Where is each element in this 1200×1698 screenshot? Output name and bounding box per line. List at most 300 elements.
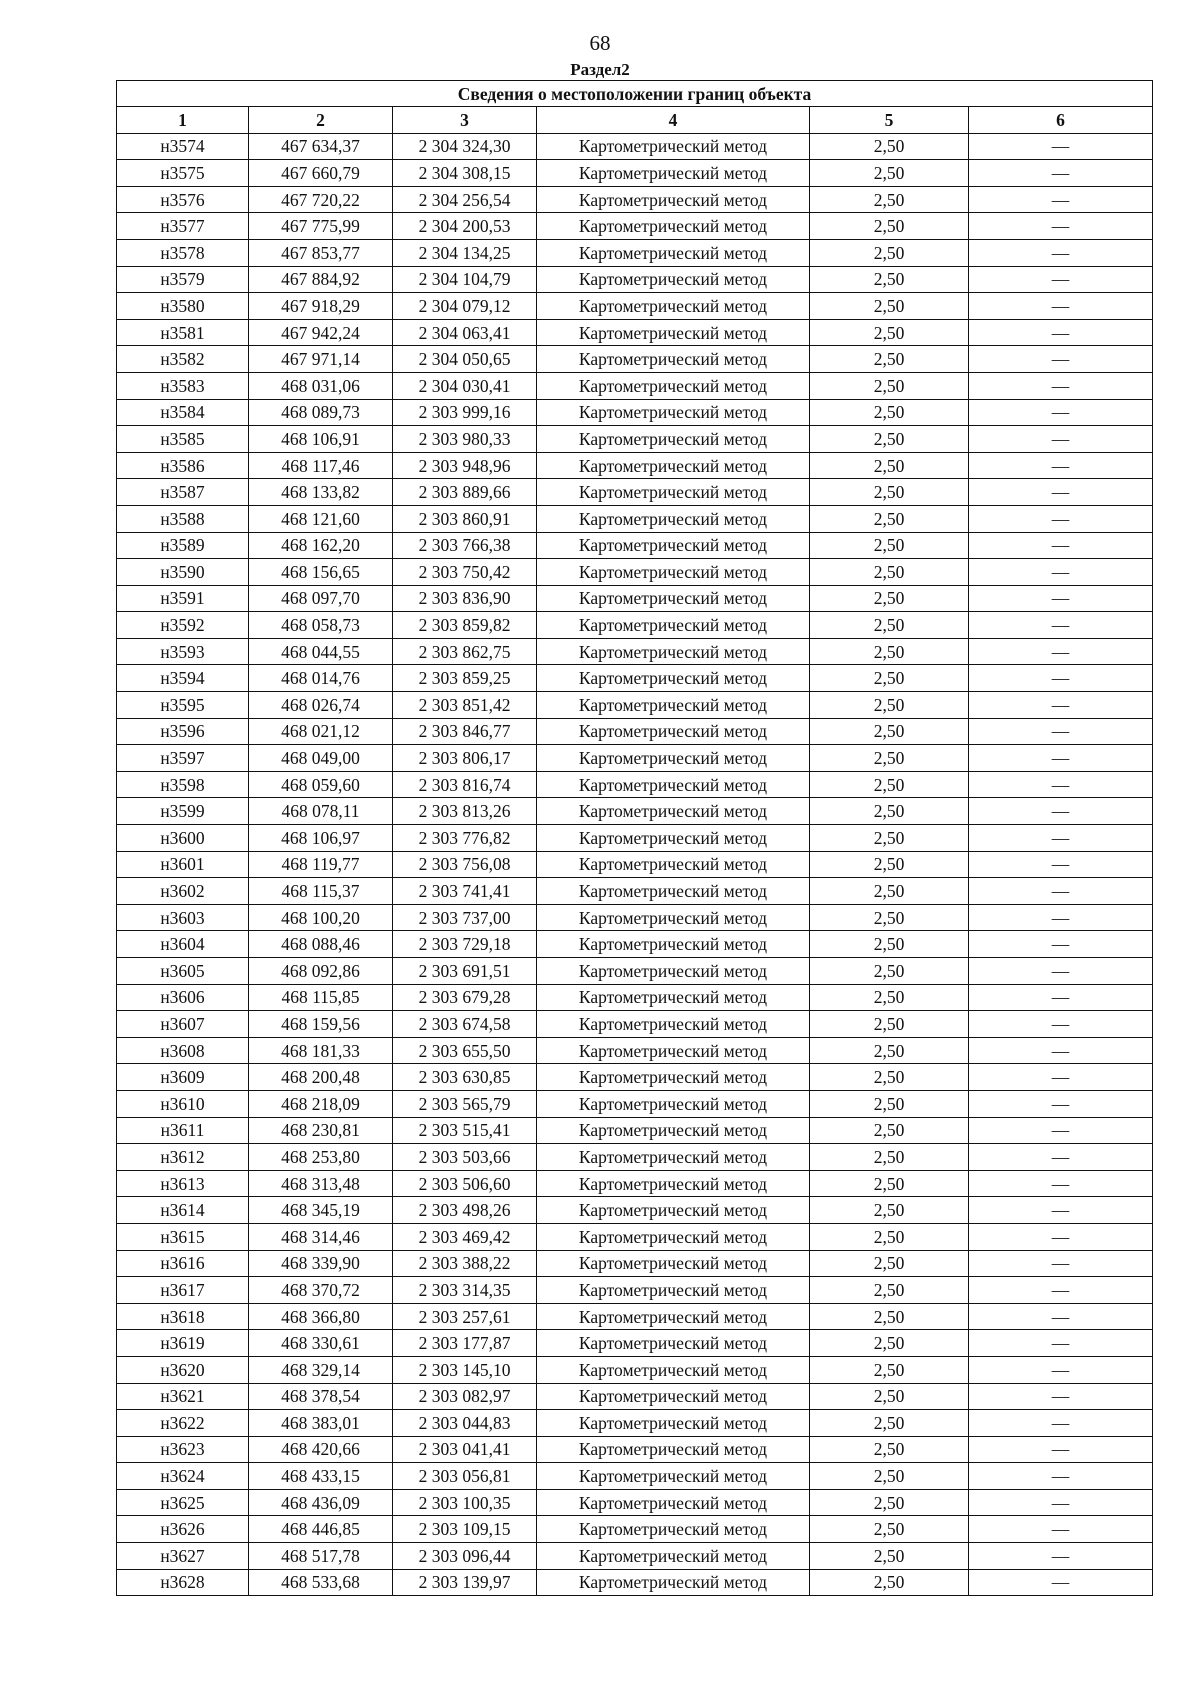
dash-mark: —: [1051, 801, 1070, 822]
description-cell: [969, 825, 1153, 852]
table-row: [117, 1144, 1153, 1171]
dash-mark: —: [1051, 1359, 1070, 1380]
accuracy-cell: 2,50: [810, 1543, 969, 1570]
table-row: [117, 612, 1153, 639]
dash-mark: —: [1051, 960, 1070, 981]
description-cell: [969, 239, 1153, 266]
point-name-cell: н3574: [117, 133, 249, 160]
accuracy-cell: 2,50: [810, 1489, 969, 1516]
table-row: [117, 1117, 1153, 1144]
method-cell: Картометрический метод: [537, 665, 810, 692]
table-row: [117, 319, 1153, 346]
y-coordinate-cell: 2 303 257,61: [393, 1303, 537, 1330]
point-name-cell: н3585: [117, 426, 249, 453]
table-row: [117, 1064, 1153, 1091]
y-coordinate-cell: 2 303 889,66: [393, 479, 537, 506]
x-coordinate-cell: 468 345,19: [249, 1197, 393, 1224]
point-name-cell: н3610: [117, 1090, 249, 1117]
description-cell: [969, 1356, 1153, 1383]
description-cell: [969, 931, 1153, 958]
dash-mark: —: [1051, 934, 1070, 955]
method-cell: Картометрический метод: [537, 319, 810, 346]
point-name-cell: н3609: [117, 1064, 249, 1091]
table-row: [117, 984, 1153, 1011]
y-coordinate-cell: 2 304 308,15: [393, 160, 537, 187]
description-cell: [969, 1037, 1153, 1064]
point-name-cell: н3613: [117, 1170, 249, 1197]
method-cell: Картометрический метод: [537, 904, 810, 931]
description-cell: [969, 399, 1153, 426]
description-cell: [969, 798, 1153, 825]
accuracy-cell: 2,50: [810, 1356, 969, 1383]
x-coordinate-cell: 468 517,78: [249, 1543, 393, 1570]
description-cell: [969, 1090, 1153, 1117]
x-coordinate-cell: 468 106,91: [249, 426, 393, 453]
x-coordinate-cell: 467 775,99: [249, 213, 393, 240]
y-coordinate-cell: 2 304 104,79: [393, 266, 537, 293]
column-header-1: 1: [117, 107, 249, 134]
boundary-coordinates-table: [116, 80, 1153, 1596]
x-coordinate-cell: 468 378,54: [249, 1383, 393, 1410]
x-coordinate-cell: 468 133,82: [249, 479, 393, 506]
dash-mark: —: [1051, 1226, 1070, 1247]
dash-mark: —: [1051, 641, 1070, 662]
dash-mark: —: [1051, 349, 1070, 370]
point-name-cell: н3600: [117, 825, 249, 852]
y-coordinate-cell: 2 303 056,81: [393, 1463, 537, 1490]
accuracy-cell: 2,50: [810, 372, 969, 399]
dash-mark: —: [1051, 1067, 1070, 1088]
method-cell: Картометрический метод: [537, 1410, 810, 1437]
column-header-4: 4: [537, 107, 810, 134]
dash-mark: —: [1051, 1439, 1070, 1460]
method-cell: Картометрический метод: [537, 1117, 810, 1144]
dash-mark: —: [1051, 216, 1070, 237]
y-coordinate-cell: 2 303 756,08: [393, 851, 537, 878]
dash-mark: —: [1051, 748, 1070, 769]
dash-mark: —: [1051, 269, 1070, 290]
point-name-cell: н3581: [117, 319, 249, 346]
point-name-cell: н3624: [117, 1463, 249, 1490]
method-cell: Картометрический метод: [537, 1011, 810, 1038]
dash-mark: —: [1051, 694, 1070, 715]
accuracy-cell: 2,50: [810, 851, 969, 878]
x-coordinate-cell: 468 159,56: [249, 1011, 393, 1038]
y-coordinate-cell: 2 304 324,30: [393, 133, 537, 160]
description-cell: [969, 505, 1153, 532]
method-cell: Картометрический метод: [537, 1356, 810, 1383]
table-row: [117, 213, 1153, 240]
accuracy-cell: 2,50: [810, 878, 969, 905]
point-name-cell: н3590: [117, 559, 249, 586]
point-name-cell: н3575: [117, 160, 249, 187]
x-coordinate-cell: 468 044,55: [249, 638, 393, 665]
x-coordinate-cell: 467 971,14: [249, 346, 393, 373]
table-row: [117, 505, 1153, 532]
accuracy-cell: 2,50: [810, 1569, 969, 1596]
y-coordinate-cell: 2 303 674,58: [393, 1011, 537, 1038]
description-cell: [969, 771, 1153, 798]
table-row: [117, 1330, 1153, 1357]
accuracy-cell: 2,50: [810, 160, 969, 187]
method-cell: Картометрический метод: [537, 239, 810, 266]
method-cell: Картометрический метод: [537, 293, 810, 320]
x-coordinate-cell: 468 162,20: [249, 532, 393, 559]
accuracy-cell: 2,50: [810, 984, 969, 1011]
accuracy-cell: 2,50: [810, 1463, 969, 1490]
description-cell: [969, 1223, 1153, 1250]
description-cell: [969, 1303, 1153, 1330]
column-header-3: 3: [393, 107, 537, 134]
x-coordinate-cell: 468 092,86: [249, 958, 393, 985]
column-header-5: 5: [810, 107, 969, 134]
x-coordinate-cell: 468 156,65: [249, 559, 393, 586]
accuracy-cell: 2,50: [810, 346, 969, 373]
method-cell: Картометрический метод: [537, 1489, 810, 1516]
dash-mark: —: [1051, 428, 1070, 449]
description-cell: [969, 186, 1153, 213]
accuracy-cell: 2,50: [810, 931, 969, 958]
method-cell: Картометрический метод: [537, 1170, 810, 1197]
accuracy-cell: 2,50: [810, 319, 969, 346]
dash-mark: —: [1051, 1173, 1070, 1194]
description-cell: [969, 532, 1153, 559]
dash-mark: —: [1051, 561, 1070, 582]
y-coordinate-cell: 2 303 737,00: [393, 904, 537, 931]
table-row: [117, 1090, 1153, 1117]
dash-mark: —: [1051, 402, 1070, 423]
y-coordinate-cell: 2 303 980,33: [393, 426, 537, 453]
y-coordinate-cell: 2 304 050,65: [393, 346, 537, 373]
x-coordinate-cell: 468 026,74: [249, 692, 393, 719]
accuracy-cell: 2,50: [810, 1303, 969, 1330]
method-cell: Картометрический метод: [537, 1090, 810, 1117]
x-coordinate-cell: 468 059,60: [249, 771, 393, 798]
method-cell: Картометрический метод: [537, 771, 810, 798]
y-coordinate-cell: 2 303 082,97: [393, 1383, 537, 1410]
dash-mark: —: [1051, 162, 1070, 183]
description-cell: [969, 1117, 1153, 1144]
y-coordinate-cell: 2 304 134,25: [393, 239, 537, 266]
point-name-cell: н3626: [117, 1516, 249, 1543]
dash-mark: —: [1051, 668, 1070, 689]
method-cell: Картометрический метод: [537, 399, 810, 426]
point-name-cell: н3617: [117, 1277, 249, 1304]
method-cell: Картометрический метод: [537, 692, 810, 719]
y-coordinate-cell: 2 303 096,44: [393, 1543, 537, 1570]
accuracy-cell: 2,50: [810, 1516, 969, 1543]
point-name-cell: н3608: [117, 1037, 249, 1064]
accuracy-cell: 2,50: [810, 958, 969, 985]
point-name-cell: н3599: [117, 798, 249, 825]
method-cell: Картометрический метод: [537, 1144, 810, 1171]
method-cell: Картометрический метод: [537, 1197, 810, 1224]
table-caption-row: [117, 81, 1153, 107]
table-row: [117, 825, 1153, 852]
method-cell: Картометрический метод: [537, 1064, 810, 1091]
table-row: [117, 1489, 1153, 1516]
y-coordinate-cell: 2 303 859,25: [393, 665, 537, 692]
y-coordinate-cell: 2 304 063,41: [393, 319, 537, 346]
method-cell: Картометрический метод: [537, 745, 810, 772]
method-cell: Картометрический метод: [537, 585, 810, 612]
table-row: [117, 1436, 1153, 1463]
point-name-cell: н3588: [117, 505, 249, 532]
y-coordinate-cell: 2 303 999,16: [393, 399, 537, 426]
description-cell: [969, 452, 1153, 479]
method-cell: Картометрический метод: [537, 984, 810, 1011]
table-row: [117, 851, 1153, 878]
x-coordinate-cell: 468 218,09: [249, 1090, 393, 1117]
description-cell: [969, 479, 1153, 506]
description-cell: [969, 665, 1153, 692]
description-cell: [969, 133, 1153, 160]
table-row: [117, 1277, 1153, 1304]
method-cell: Картометрический метод: [537, 133, 810, 160]
dash-mark: —: [1051, 242, 1070, 263]
accuracy-cell: 2,50: [810, 1170, 969, 1197]
x-coordinate-cell: 468 106,97: [249, 825, 393, 852]
x-coordinate-cell: 468 433,15: [249, 1463, 393, 1490]
accuracy-cell: 2,50: [810, 798, 969, 825]
x-coordinate-cell: 468 021,12: [249, 718, 393, 745]
method-cell: Картометрический метод: [537, 612, 810, 639]
accuracy-cell: 2,50: [810, 1383, 969, 1410]
table-header-row: [117, 107, 1153, 134]
description-cell: [969, 984, 1153, 1011]
x-coordinate-cell: 468 115,85: [249, 984, 393, 1011]
description-cell: [969, 372, 1153, 399]
dash-mark: —: [1051, 375, 1070, 396]
dash-mark: —: [1051, 482, 1070, 503]
dash-mark: —: [1051, 1253, 1070, 1274]
y-coordinate-cell: 2 303 836,90: [393, 585, 537, 612]
x-coordinate-cell: 468 533,68: [249, 1569, 393, 1596]
dash-mark: —: [1051, 322, 1070, 343]
x-coordinate-cell: 468 181,33: [249, 1037, 393, 1064]
point-name-cell: н3615: [117, 1223, 249, 1250]
point-name-cell: н3582: [117, 346, 249, 373]
dash-mark: —: [1051, 295, 1070, 316]
description-cell: [969, 1064, 1153, 1091]
description-cell: [969, 1197, 1153, 1224]
y-coordinate-cell: 2 303 044,83: [393, 1410, 537, 1437]
point-name-cell: н3607: [117, 1011, 249, 1038]
accuracy-cell: 2,50: [810, 559, 969, 586]
description-cell: [969, 293, 1153, 320]
x-coordinate-cell: 467 942,24: [249, 319, 393, 346]
point-name-cell: н3622: [117, 1410, 249, 1437]
method-cell: Картометрический метод: [537, 1303, 810, 1330]
description-cell: [969, 1011, 1153, 1038]
x-coordinate-cell: 468 119,77: [249, 851, 393, 878]
method-cell: Картометрический метод: [537, 346, 810, 373]
y-coordinate-cell: 2 303 860,91: [393, 505, 537, 532]
point-name-cell: н3625: [117, 1489, 249, 1516]
accuracy-cell: 2,50: [810, 1410, 969, 1437]
point-name-cell: н3627: [117, 1543, 249, 1570]
x-coordinate-cell: 468 230,81: [249, 1117, 393, 1144]
y-coordinate-cell: 2 303 691,51: [393, 958, 537, 985]
table-row: [117, 1463, 1153, 1490]
description-cell: [969, 213, 1153, 240]
x-coordinate-cell: 468 097,70: [249, 585, 393, 612]
y-coordinate-cell: 2 303 766,38: [393, 532, 537, 559]
method-cell: Картометрический метод: [537, 958, 810, 985]
dash-mark: —: [1051, 827, 1070, 848]
point-name-cell: н3602: [117, 878, 249, 905]
dash-mark: —: [1051, 1333, 1070, 1354]
x-coordinate-cell: 468 383,01: [249, 1410, 393, 1437]
dash-mark: —: [1051, 136, 1070, 157]
accuracy-cell: 2,50: [810, 1037, 969, 1064]
dash-mark: —: [1051, 881, 1070, 902]
table-row: [117, 266, 1153, 293]
y-coordinate-cell: 2 303 630,85: [393, 1064, 537, 1091]
method-cell: Картометрический метод: [537, 372, 810, 399]
point-name-cell: н3586: [117, 452, 249, 479]
accuracy-cell: 2,50: [810, 825, 969, 852]
point-name-cell: н3601: [117, 851, 249, 878]
y-coordinate-cell: 2 303 515,41: [393, 1117, 537, 1144]
table-row: [117, 1383, 1153, 1410]
x-coordinate-cell: 468 329,14: [249, 1356, 393, 1383]
table-row: [117, 771, 1153, 798]
accuracy-cell: 2,50: [810, 426, 969, 453]
method-cell: Картометрический метод: [537, 532, 810, 559]
description-cell: [969, 904, 1153, 931]
dash-mark: —: [1051, 1040, 1070, 1061]
x-coordinate-cell: 468 115,37: [249, 878, 393, 905]
point-name-cell: н3620: [117, 1356, 249, 1383]
table-row: [117, 399, 1153, 426]
point-name-cell: н3583: [117, 372, 249, 399]
table-row: [117, 372, 1153, 399]
description-cell: [969, 1543, 1153, 1570]
point-name-cell: н3598: [117, 771, 249, 798]
method-cell: Картометрический метод: [537, 1250, 810, 1277]
y-coordinate-cell: 2 303 750,42: [393, 559, 537, 586]
y-coordinate-cell: 2 303 469,42: [393, 1223, 537, 1250]
x-coordinate-cell: 468 031,06: [249, 372, 393, 399]
description-cell: [969, 745, 1153, 772]
x-coordinate-cell: 467 853,77: [249, 239, 393, 266]
description-cell: [969, 1410, 1153, 1437]
method-cell: Картометрический метод: [537, 851, 810, 878]
dash-mark: —: [1051, 1545, 1070, 1566]
x-coordinate-cell: 468 313,48: [249, 1170, 393, 1197]
table-row: [117, 1516, 1153, 1543]
point-name-cell: н3618: [117, 1303, 249, 1330]
description-cell: [969, 346, 1153, 373]
table-row: [117, 1037, 1153, 1064]
point-name-cell: н3605: [117, 958, 249, 985]
dash-mark: —: [1051, 588, 1070, 609]
y-coordinate-cell: 2 304 200,53: [393, 213, 537, 240]
y-coordinate-cell: 2 303 388,22: [393, 1250, 537, 1277]
accuracy-cell: 2,50: [810, 904, 969, 931]
accuracy-cell: 2,50: [810, 692, 969, 719]
accuracy-cell: 2,50: [810, 133, 969, 160]
method-cell: Картометрический метод: [537, 1436, 810, 1463]
method-cell: Картометрический метод: [537, 1463, 810, 1490]
accuracy-cell: 2,50: [810, 479, 969, 506]
description-cell: [969, 638, 1153, 665]
y-coordinate-cell: 2 303 139,97: [393, 1569, 537, 1596]
x-coordinate-cell: 468 100,20: [249, 904, 393, 931]
description-cell: [969, 559, 1153, 586]
column-header-2: 2: [249, 107, 393, 134]
method-cell: Картометрический метод: [537, 1543, 810, 1570]
dash-mark: —: [1051, 1279, 1070, 1300]
point-name-cell: н3578: [117, 239, 249, 266]
table-row: [117, 1223, 1153, 1250]
x-coordinate-cell: 468 370,72: [249, 1277, 393, 1304]
method-cell: Картометрический метод: [537, 1330, 810, 1357]
table-row: [117, 1011, 1153, 1038]
table-row: [117, 798, 1153, 825]
method-cell: Картометрический метод: [537, 426, 810, 453]
accuracy-cell: 2,50: [810, 638, 969, 665]
description-cell: [969, 1489, 1153, 1516]
x-coordinate-cell: 468 049,00: [249, 745, 393, 772]
description-cell: [969, 1569, 1153, 1596]
accuracy-cell: 2,50: [810, 1117, 969, 1144]
x-coordinate-cell: 467 720,22: [249, 186, 393, 213]
method-cell: Картометрический метод: [537, 1277, 810, 1304]
dash-mark: —: [1051, 1466, 1070, 1487]
table-row: [117, 878, 1153, 905]
dash-mark: —: [1051, 508, 1070, 529]
y-coordinate-cell: 2 303 948,96: [393, 452, 537, 479]
table-row: [117, 532, 1153, 559]
x-coordinate-cell: 468 420,66: [249, 1436, 393, 1463]
x-coordinate-cell: 468 058,73: [249, 612, 393, 639]
description-cell: [969, 266, 1153, 293]
method-cell: Картометрический метод: [537, 452, 810, 479]
column-header-6: 6: [969, 107, 1153, 134]
table-row: [117, 904, 1153, 931]
description-cell: [969, 426, 1153, 453]
dash-mark: —: [1051, 1093, 1070, 1114]
point-name-cell: н3619: [117, 1330, 249, 1357]
table-row: [117, 479, 1153, 506]
point-name-cell: н3587: [117, 479, 249, 506]
description-cell: [969, 319, 1153, 346]
table-row: [117, 559, 1153, 586]
accuracy-cell: 2,50: [810, 745, 969, 772]
x-coordinate-cell: 467 918,29: [249, 293, 393, 320]
y-coordinate-cell: 2 303 565,79: [393, 1090, 537, 1117]
dash-mark: —: [1051, 1572, 1070, 1593]
accuracy-cell: 2,50: [810, 239, 969, 266]
table-row: [117, 133, 1153, 160]
x-coordinate-cell: 468 078,11: [249, 798, 393, 825]
method-cell: Картометрический метод: [537, 559, 810, 586]
table-row: [117, 452, 1153, 479]
accuracy-cell: 2,50: [810, 612, 969, 639]
point-name-cell: н3614: [117, 1197, 249, 1224]
y-coordinate-cell: 2 303 816,74: [393, 771, 537, 798]
accuracy-cell: 2,50: [810, 1090, 969, 1117]
accuracy-cell: 2,50: [810, 1277, 969, 1304]
accuracy-cell: 2,50: [810, 293, 969, 320]
table-row: [117, 1170, 1153, 1197]
y-coordinate-cell: 2 303 813,26: [393, 798, 537, 825]
method-cell: Картометрический метод: [537, 186, 810, 213]
dash-mark: —: [1051, 1386, 1070, 1407]
description-cell: [969, 160, 1153, 187]
